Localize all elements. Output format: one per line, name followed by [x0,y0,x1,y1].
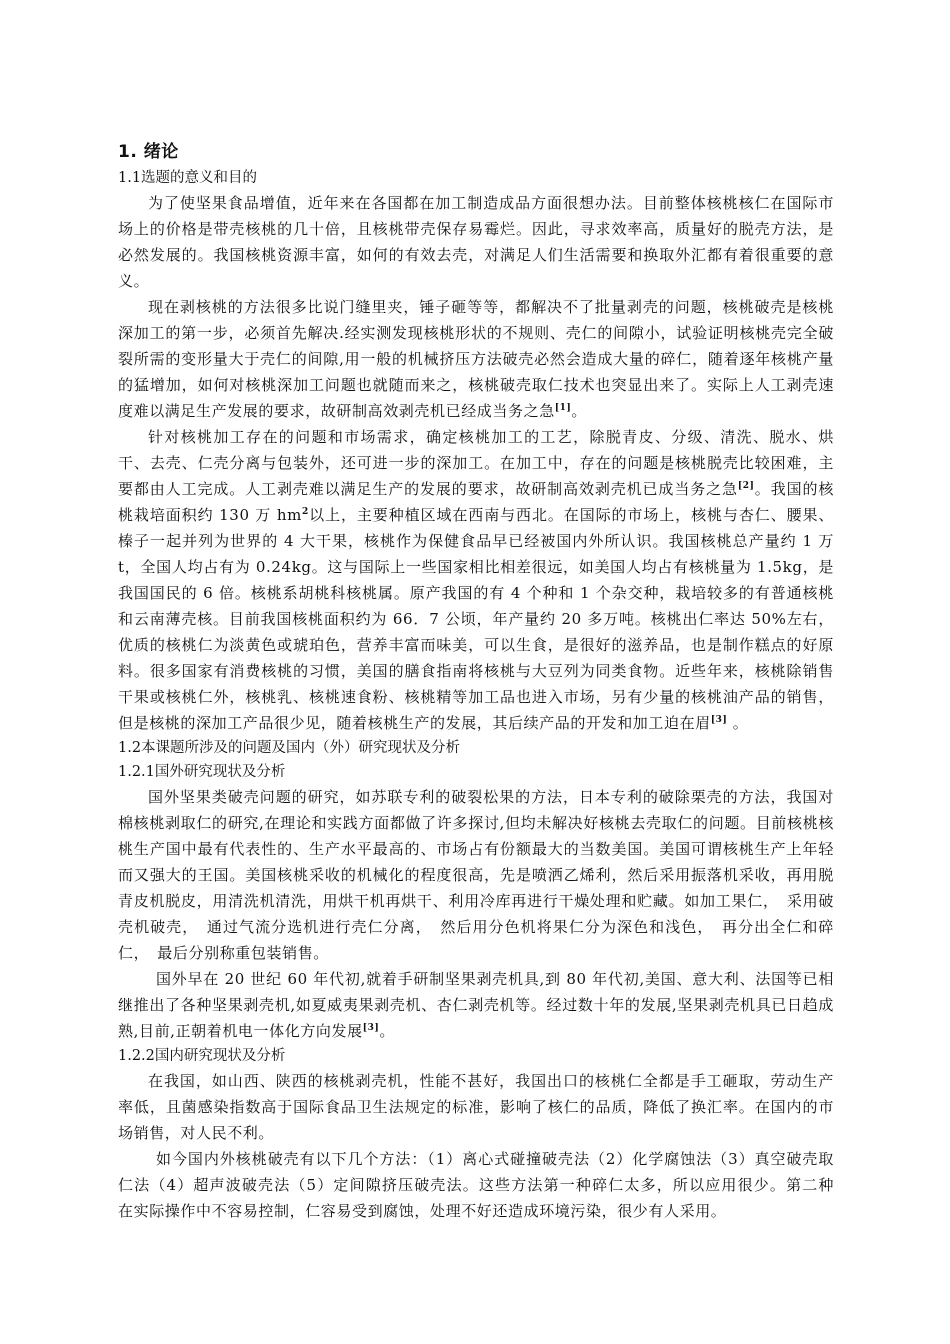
paragraph-3-end: 。 [727,714,749,732]
citation-3: [3] [710,715,728,725]
citation-1: [1] [554,403,572,413]
citation-4: [3] [362,1023,380,1033]
section-1-2-2-heading: 1.2.2国内研究现状及分析 [118,1048,286,1064]
paragraph-7: 如今国内外核桃破壳有以下几个方法：（1）离心式碰撞破壳法（2）化学腐蚀法（3）真空破壳取仁法（4）超声波破壳法（5）定间隙挤压破壳法。这些方法第一种碎仁太多，所以应用很少。第二种 在实际操作中不容易控制，仁容易受到腐蚀，处理不好还造成环境污染，很少有人采用。 [118,1150,850,1220]
paragraph-3-text-b: 。我国的核桃栽培面积约 130 万 hm [118,480,834,524]
section-1-1-heading: 1.1选题的意义和目的 [118,170,258,186]
paragraph-1: 为了使坚果食品增值，近年来在各国都在加工制造成品方面很想办法。目前整体核桃核仁在国际市场上的价格是带壳核桃的几十倍，且核桃带壳保存易霉烂。因此，寻求效率高，质量好的脱壳方法，是必然发展的。我国核桃资源丰富，如何的有效去壳，对满足人们生活需要和换取外汇都有着很重要的意义。 [118,194,834,290]
document-page [118,138,850,1224]
paragraph-6: 在我国，如山西、陕西的核桃剥壳机，性能不甚好，我国出口的核桃仁全都是手工砸取，劳动生产率低，且菌感染指数高于国际食品卫生法规定的标准，影响了核仁的品质，降低了换汇率。在国内的市场销售，对人民不利。 [118,1072,834,1142]
paragraph-2-text: 现在剥核桃的方法很多比说门缝里夹，锤子砸等等，都解决不了批量剥壳的问题，核桃破壳是核桃深加工的第一步，必须首先解决.经实测发现核桃形状的不规则、壳仁的间隙小，试验证明核桃壳完全破裂所需的变形量大于壳仁的间隙,用一般的机械挤压方法破壳必然会造成大量的碎仁，随着逐年核桃产量的猛增加，如何对核桃深加工问题也就随而来之，核桃破壳取仁技术也突显出来了。实际上人工剥壳速度难以满足生产发展的要求，故研制高效剥壳机已经成当务之急 [118,298,834,420]
paragraph-2-end: 。 [571,402,588,420]
section-1-2-heading: 1.2本课题所涉及的问题及国内（外）研究现状及分析 [118,740,461,756]
paragraph-3-text-c: 以上，主要种植区域在西南与西北。在国际的市场上，核桃与杏仁、腰果、榛子一起并列为世界的 4 大干果，核桃作为保健食品早已经被国内外所认识。我国核桃总产量约 1 万 t，全国人均占有为 0.24kg。这与国际上一些国家相比相差很远，如美国人均占有核桃量为 1.5kg，是我国国民的 6 倍。核桃系胡桃科核桃属。原产我国的有 4 个种和 1 个杂交种，栽培较多的有普通核桃和云南薄壳核。目前我国核桃面积约为 66．7 公顷，年产量约 20 多万吨。核桃出仁率达 50%左右，优质的核桃仁为淡黄色或琥珀色，营养丰富而味美，可以生食，是很好的滋养品，也是制作糕点的好原料。很多国家有消费核桃的习惯，美国的膳食指南将核桃与大豆列为同类食物。近些年来，核桃除销售干果或核桃仁外，核桃乳、核桃速食粉、核桃精等加工品也进入市场，另有少量的核桃油产品的销售，但是核桃的深加工产品很少见，随着核桃生产的发展，其后续产品的开发和加工迫在眉 [118,506,834,732]
unit-superscript: 2 [301,507,309,517]
paragraph-3-text-a: 针对核桃加工存在的问题和市场需求，确定核桃加工的工艺，除脱青皮、分级、清洗、脱水、烘干、去壳、仁壳分离与包装外，还可进一步的深加工。在加工中，存在的问题是核桃脱壳比较困难，主要都由人工完成。人工剥壳难以满足生产的发展的要求，故研制高效剥壳机已成当务之急 [118,428,834,498]
section-1-2-1-heading: 1.2.1国外研究现状及分析 [118,764,286,780]
paragraph-5-end: 。 [379,1022,395,1040]
citation-2: [2] [737,481,755,491]
paragraph-2 [118,294,834,424]
chapter-title: 1. 绪论 [118,142,179,162]
paragraph-5-text: 国外早在 20 世纪 60 年代初,就着手研制坚果剥壳机具,到 80 年代初,美国、意大利、法国等已相继推出了各种坚果剥壳机,如夏威夷果剥壳机、杏仁剥壳机等。经过数十年的发展,坚果剥壳机具已日趋成熟,目前,正朝着机电一体化方向发展 [118,970,834,1040]
paragraph-5 [118,966,834,1044]
paragraph-3 [118,424,834,736]
paragraph-4: 国外坚果类破壳问题的研究，如苏联专利的破裂松果的方法，日本专利的破除栗壳的方法，我国对棉核桃剥取仁的研究,在理论和实践方面都做了许多探讨,但均未解决好核桃去壳取仁的问题。目前核桃核桃生产国中最有代表性的、生产水平最高的、市场占有份额最大的当数美国。美国可谓核桃生产上年轻而又强大的王国。美国核桃采收的机械化的程度很高，先是喷洒乙烯利，然后采用振落机采收，再用脱青皮机脱皮，用清洗机清洗，用烘干机再烘干、利用冷库再进行干燥处理和贮藏。如加工果仁， 采用破壳机破壳， 通过气流分选机进行壳仁分离， 然后用分色机将果仁分为深色和浅色， 再分出全仁和碎仁， 最后分别称重包装销售。 [118,788,834,962]
